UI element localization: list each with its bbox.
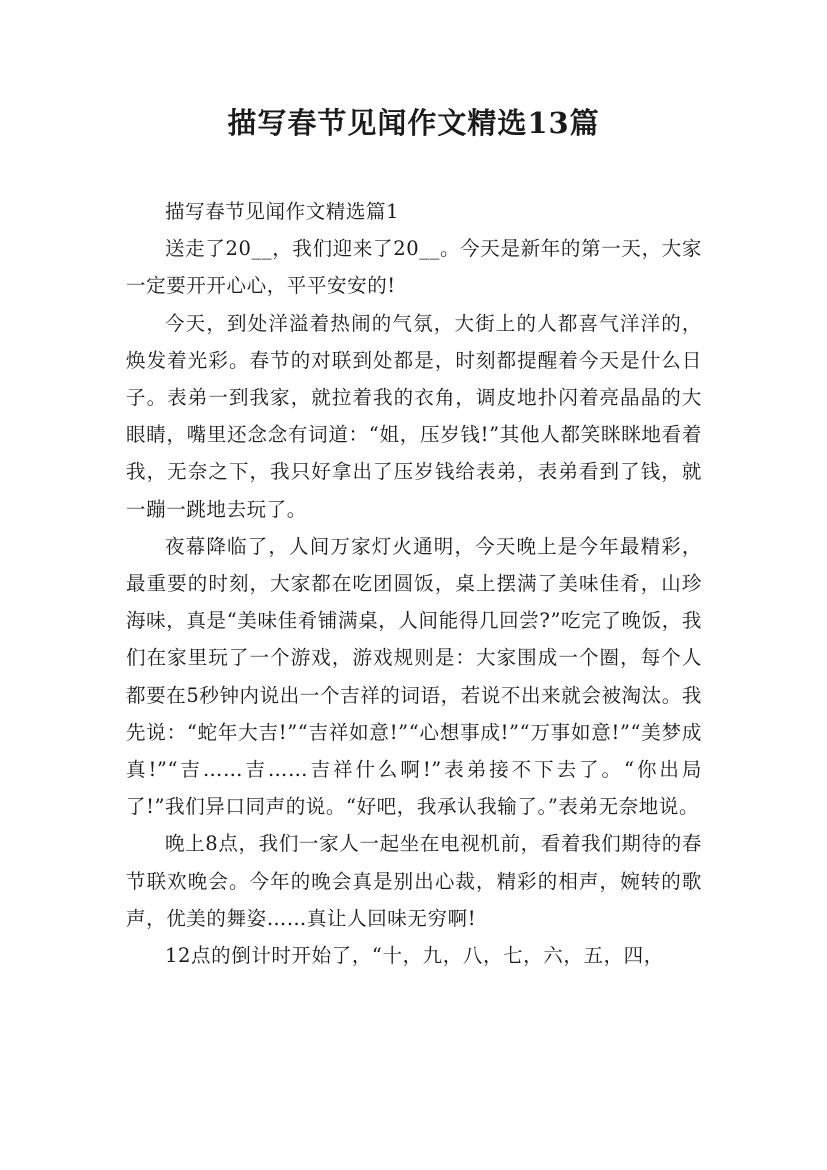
paragraph: 夜幕降临了，人间万家灯火通明，今天晚上是今年最精彩，最重要的时刻，大家都在吃团圆饭，桌上摆满了美味佳肴，山珍海味，真是“美味佳肴铺满桌，人间能得几回尝?”吃完了晚饭，我们在家里玩了一个游戏，游戏规则是：大家围成一个圈，每个人都要在5秒钟内说出一个吉祥的词语，若说不出来就会被淘汰。我先说：“蛇年大吉!”“吉祥如意!”“心想事成!”“万事如意!”“美梦成真!”“吉……吉……吉祥什么啊!”表弟接不下去了。“你出局了!”我们异口同声的说。“好吧，我承认我输了。”表弟无奈地说。 [126,534,702,819]
paragraph: 今天，到处洋溢着热闹的气氛，大街上的人都喜气洋洋的，焕发着光彩。春节的对联到处都是，时刻都提醒着今天是什么日子。表弟一到我家，就拉着我的衣角，调皮地扑闪着亮晶晶的大眼睛，嘴里还念念有词道：“姐，压岁钱!”其他人都笑眯眯地看着我，无奈之下，我只好拿出了压岁钱给表弟，表弟看到了钱，就一蹦一跳地去玩了。 [126,311,702,521]
paragraph: 晚上8点，我们一家人一起坐在电视机前，看着我们期待的春节联欢晚会。今年的晚会真是别出心裁，精彩的相声，婉转的歌声，优美的舞姿……真让人回味无穷啊! [126,832,702,930]
paragraph: 送走了20__，我们迎来了20__。今天是新年的第一天，大家一定要开开心心，平平安安的! [126,237,702,298]
document-body [126,193,702,974]
section-heading: 描写春节见闻作文精选篇1 [165,200,400,223]
document-title: 描写春节见闻作文精选13篇 [227,106,600,140]
paragraph: 12点的倒计时开始了，“十，九，八，七，六，五，四， [165,944,664,968]
